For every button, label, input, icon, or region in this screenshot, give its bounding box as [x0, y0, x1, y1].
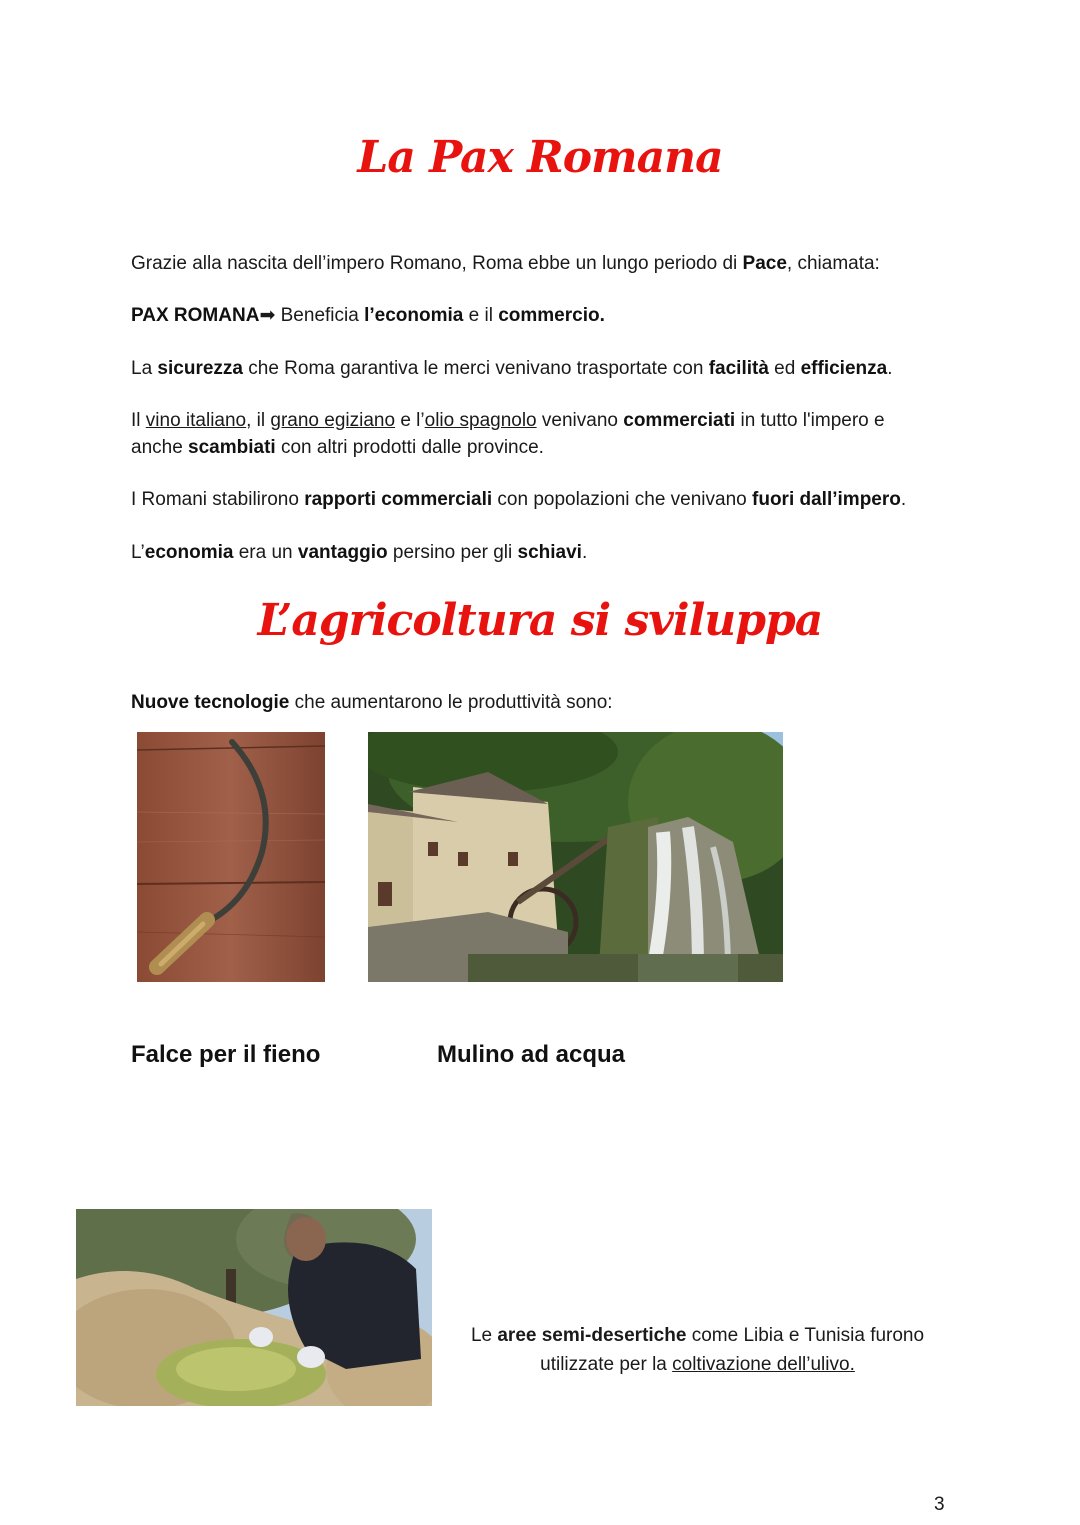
olive-harvest-photo — [76, 1209, 432, 1406]
page-number: 3 — [934, 1494, 945, 1515]
section-title-agricoltura: L’agricoltura si sviluppa — [257, 595, 823, 646]
section-title-pax-romana: La Pax Romana — [357, 132, 723, 183]
paragraph-5: I Romani stabilirono rapporti commerciali con popolazioni che venivano fuori dall’impero. — [131, 489, 907, 510]
sickle-photo — [137, 732, 325, 982]
paragraph-1: Grazie alla nascita dell’impero Romano, Roma ebbe un lungo periodo di Pace, chiamata: — [131, 253, 880, 274]
paragraph-4: Il vino italiano, il grano egiziano e l’olio spagnolo venivano commerciati in tutto l'impero e anche scambiati con altri prodotti dalle province. — [131, 410, 885, 458]
caption-sickle: Falce per il fieno — [131, 1041, 321, 1068]
olive-cultivation-text: Le aree semi-desertiche come Libia e Tunisia furono utilizzate per la coltivazione dell’ulivo. — [470, 1325, 925, 1375]
arrow-right-icon: ➡ — [259, 305, 276, 326]
technologies-intro: Nuove tecnologie che aumentarono le produttività sono: — [131, 692, 613, 713]
watermill-photo — [368, 732, 783, 982]
caption-watermill: Mulino ad acqua — [437, 1041, 626, 1068]
paragraph-2: PAX ROMANA➡ Beneficia l’economia e il commercio. — [131, 305, 605, 326]
paragraph-6: L’economia era un vantaggio persino per gli schiavi. — [131, 542, 588, 563]
paragraph-3: La sicurezza che Roma garantiva le merci venivano trasportate con facilità ed efficienza. — [131, 358, 893, 379]
